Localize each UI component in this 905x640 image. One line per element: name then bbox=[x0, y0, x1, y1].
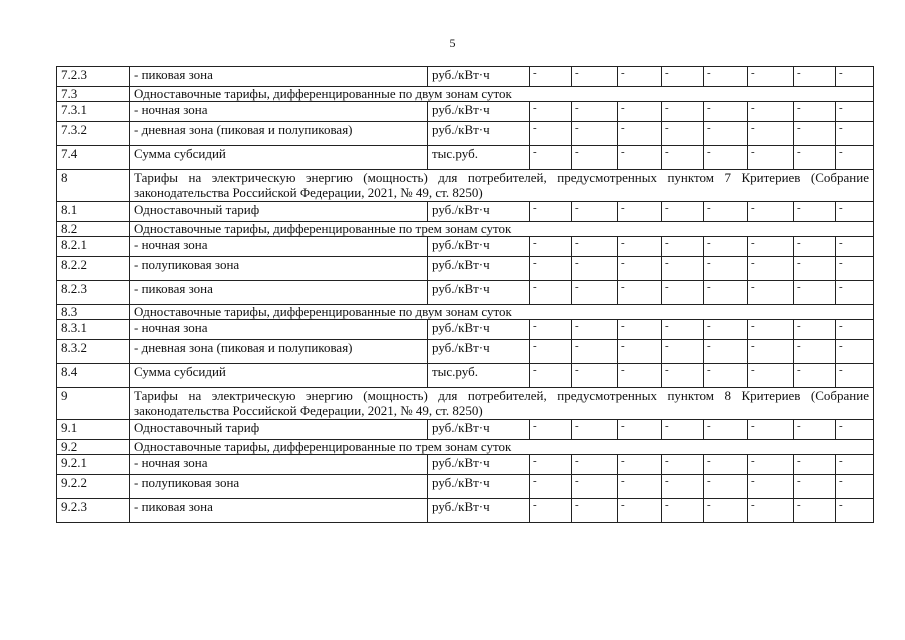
value-cell: - bbox=[572, 320, 618, 340]
row-number-cell: 8.3.2 bbox=[57, 340, 130, 364]
table-row bbox=[57, 340, 874, 364]
value-cell: - bbox=[704, 364, 748, 388]
value-cell: - bbox=[794, 340, 836, 364]
value-cell: - bbox=[748, 475, 794, 499]
table-row bbox=[57, 455, 874, 475]
table-row bbox=[57, 67, 874, 87]
row-number-cell: 7.4 bbox=[57, 146, 130, 170]
page-number: 5 bbox=[449, 36, 456, 50]
value-cell: - bbox=[530, 202, 572, 222]
value-cell: - bbox=[704, 281, 748, 305]
value-cell: - bbox=[662, 67, 704, 87]
value-cell: - bbox=[704, 102, 748, 122]
value-cell: - bbox=[662, 146, 704, 170]
table-row bbox=[57, 420, 874, 440]
value-cell: - bbox=[618, 202, 662, 222]
row-description-cell: Тарифы на электрическую энергию (мощность) для потребителей, предусмотренных пунктом 7 Критериев (Собрание законодательства Российской Федерации, 2021, № 49, ст. 8250) bbox=[130, 170, 874, 202]
value-cell: - bbox=[662, 420, 704, 440]
value-cell: - bbox=[662, 475, 704, 499]
value-cell: - bbox=[748, 146, 794, 170]
value-cell: - bbox=[836, 499, 874, 523]
value-cell: - bbox=[618, 146, 662, 170]
value-cell: - bbox=[748, 237, 794, 257]
value-cell: - bbox=[836, 146, 874, 170]
row-description-cell: Одноставочные тарифы, дифференцированные по двум зонам суток bbox=[130, 87, 874, 102]
value-cell: - bbox=[704, 146, 748, 170]
value-cell: - bbox=[618, 67, 662, 87]
tariff-table-body bbox=[57, 67, 874, 523]
row-description-cell: Одноставочный тариф bbox=[130, 202, 428, 222]
value-cell: - bbox=[704, 67, 748, 87]
value-cell: - bbox=[704, 257, 748, 281]
value-cell: - bbox=[530, 237, 572, 257]
value-cell: - bbox=[794, 102, 836, 122]
table-row bbox=[57, 222, 874, 237]
value-cell: - bbox=[836, 340, 874, 364]
value-cell: - bbox=[662, 257, 704, 281]
row-number-cell: 8.3 bbox=[57, 305, 130, 320]
value-cell: - bbox=[794, 146, 836, 170]
value-cell: - bbox=[530, 146, 572, 170]
value-cell: - bbox=[704, 475, 748, 499]
row-description-cell: Сумма субсидий bbox=[130, 146, 428, 170]
value-cell: - bbox=[836, 102, 874, 122]
table-row bbox=[57, 122, 874, 146]
value-cell: - bbox=[618, 420, 662, 440]
value-cell: - bbox=[530, 102, 572, 122]
value-cell: - bbox=[618, 237, 662, 257]
value-cell: - bbox=[572, 122, 618, 146]
table-row bbox=[57, 257, 874, 281]
row-number-cell: 8 bbox=[57, 170, 130, 202]
value-cell: - bbox=[748, 320, 794, 340]
value-cell: - bbox=[704, 340, 748, 364]
value-cell: - bbox=[794, 420, 836, 440]
row-number-cell: 9.2.2 bbox=[57, 475, 130, 499]
value-cell: - bbox=[618, 281, 662, 305]
row-description-cell: Тарифы на электрическую энергию (мощность) для потребителей, предусмотренных пунктом 8 Критериев (Собрание законодательства Российской Федерации, 2021, № 49, ст. 8250) bbox=[130, 388, 874, 420]
row-description-cell: Сумма субсидий bbox=[130, 364, 428, 388]
value-cell: - bbox=[530, 364, 572, 388]
table-row bbox=[57, 281, 874, 305]
value-cell: - bbox=[748, 455, 794, 475]
table-row bbox=[57, 320, 874, 340]
table-row bbox=[57, 499, 874, 523]
row-description-cell: - полупиковая зона bbox=[130, 475, 428, 499]
value-cell: - bbox=[748, 102, 794, 122]
value-cell: - bbox=[748, 202, 794, 222]
row-unit-cell: руб./кВт·ч bbox=[428, 420, 530, 440]
value-cell: - bbox=[572, 475, 618, 499]
row-unit-cell: руб./кВт·ч bbox=[428, 102, 530, 122]
table-row bbox=[57, 364, 874, 388]
value-cell: - bbox=[704, 320, 748, 340]
row-unit-cell: руб./кВт·ч bbox=[428, 455, 530, 475]
value-cell: - bbox=[572, 364, 618, 388]
table-row bbox=[57, 305, 874, 320]
row-number-cell: 8.2 bbox=[57, 222, 130, 237]
value-cell: - bbox=[836, 475, 874, 499]
value-cell: - bbox=[618, 102, 662, 122]
row-number-cell: 7.3.1 bbox=[57, 102, 130, 122]
value-cell: - bbox=[572, 420, 618, 440]
row-number-cell: 8.3.1 bbox=[57, 320, 130, 340]
row-unit-cell: руб./кВт·ч bbox=[428, 281, 530, 305]
row-unit-cell: руб./кВт·ч bbox=[428, 340, 530, 364]
value-cell: - bbox=[572, 146, 618, 170]
table-row bbox=[57, 102, 874, 122]
row-number-cell: 9 bbox=[57, 388, 130, 420]
value-cell: - bbox=[662, 455, 704, 475]
row-description-cell: Одноставочные тарифы, дифференцированные по трем зонам суток bbox=[130, 222, 874, 237]
value-cell: - bbox=[704, 420, 748, 440]
value-cell: - bbox=[794, 475, 836, 499]
row-description-cell: - ночная зона bbox=[130, 320, 428, 340]
value-cell: - bbox=[662, 364, 704, 388]
value-cell: - bbox=[836, 237, 874, 257]
table-row bbox=[57, 202, 874, 222]
value-cell: - bbox=[704, 499, 748, 523]
row-number-cell: 7.2.3 bbox=[57, 67, 130, 87]
row-description-cell: - пиковая зона bbox=[130, 67, 428, 87]
value-cell: - bbox=[618, 257, 662, 281]
value-cell: - bbox=[794, 320, 836, 340]
value-cell: - bbox=[530, 67, 572, 87]
value-cell: - bbox=[618, 122, 662, 146]
value-cell: - bbox=[748, 420, 794, 440]
value-cell: - bbox=[572, 257, 618, 281]
row-description-cell: - полупиковая зона bbox=[130, 257, 428, 281]
value-cell: - bbox=[794, 257, 836, 281]
table-row bbox=[57, 170, 874, 202]
table-row bbox=[57, 237, 874, 257]
value-cell: - bbox=[794, 237, 836, 257]
value-cell: - bbox=[794, 364, 836, 388]
row-number-cell: 9.2.1 bbox=[57, 455, 130, 475]
value-cell: - bbox=[704, 202, 748, 222]
row-unit-cell: руб./кВт·ч bbox=[428, 257, 530, 281]
row-unit-cell: руб./кВт·ч bbox=[428, 499, 530, 523]
value-cell: - bbox=[836, 202, 874, 222]
row-number-cell: 9.2 bbox=[57, 440, 130, 455]
tariff-table bbox=[56, 66, 874, 523]
row-number-cell: 9.2.3 bbox=[57, 499, 130, 523]
value-cell: - bbox=[704, 122, 748, 146]
row-number-cell: 8.2.3 bbox=[57, 281, 130, 305]
value-cell: - bbox=[618, 320, 662, 340]
table-row bbox=[57, 440, 874, 455]
value-cell: - bbox=[618, 499, 662, 523]
value-cell: - bbox=[836, 320, 874, 340]
value-cell: - bbox=[618, 475, 662, 499]
value-cell: - bbox=[618, 340, 662, 364]
row-number-cell: 7.3 bbox=[57, 87, 130, 102]
row-unit-cell: руб./кВт·ч bbox=[428, 320, 530, 340]
value-cell: - bbox=[836, 455, 874, 475]
row-description-cell: - дневная зона (пиковая и полупиковая) bbox=[130, 340, 428, 364]
value-cell: - bbox=[836, 364, 874, 388]
value-cell: - bbox=[530, 420, 572, 440]
value-cell: - bbox=[662, 320, 704, 340]
value-cell: - bbox=[836, 257, 874, 281]
value-cell: - bbox=[530, 340, 572, 364]
value-cell: - bbox=[794, 202, 836, 222]
value-cell: - bbox=[662, 122, 704, 146]
value-cell: - bbox=[748, 281, 794, 305]
value-cell: - bbox=[572, 340, 618, 364]
row-description-cell: Одноставочный тариф bbox=[130, 420, 428, 440]
value-cell: - bbox=[794, 281, 836, 305]
value-cell: - bbox=[530, 320, 572, 340]
value-cell: - bbox=[530, 455, 572, 475]
value-cell: - bbox=[530, 499, 572, 523]
row-unit-cell: руб./кВт·ч bbox=[428, 202, 530, 222]
value-cell: - bbox=[794, 499, 836, 523]
value-cell: - bbox=[618, 364, 662, 388]
value-cell: - bbox=[836, 281, 874, 305]
value-cell: - bbox=[572, 67, 618, 87]
value-cell: - bbox=[748, 340, 794, 364]
value-cell: - bbox=[572, 202, 618, 222]
row-description-cell: - ночная зона bbox=[130, 455, 428, 475]
value-cell: - bbox=[662, 499, 704, 523]
value-cell: - bbox=[794, 67, 836, 87]
value-cell: - bbox=[748, 364, 794, 388]
value-cell: - bbox=[748, 67, 794, 87]
row-description-cell: - ночная зона bbox=[130, 237, 428, 257]
row-description-cell: - пиковая зона bbox=[130, 499, 428, 523]
row-number-cell: 7.3.2 bbox=[57, 122, 130, 146]
table-row bbox=[57, 87, 874, 102]
row-unit-cell: руб./кВт·ч bbox=[428, 475, 530, 499]
value-cell: - bbox=[662, 202, 704, 222]
value-cell: - bbox=[530, 475, 572, 499]
value-cell: - bbox=[530, 122, 572, 146]
row-number-cell: 9.1 bbox=[57, 420, 130, 440]
value-cell: - bbox=[662, 237, 704, 257]
value-cell: - bbox=[836, 67, 874, 87]
value-cell: - bbox=[704, 237, 748, 257]
value-cell: - bbox=[618, 455, 662, 475]
row-description-cell: - ночная зона bbox=[130, 102, 428, 122]
table-row bbox=[57, 388, 874, 420]
value-cell: - bbox=[704, 455, 748, 475]
value-cell: - bbox=[662, 340, 704, 364]
row-number-cell: 8.1 bbox=[57, 202, 130, 222]
row-description-cell: - дневная зона (пиковая и полупиковая) bbox=[130, 122, 428, 146]
value-cell: - bbox=[572, 281, 618, 305]
row-description-cell: Одноставочные тарифы, дифференцированные по двум зонам суток bbox=[130, 305, 874, 320]
row-unit-cell: руб./кВт·ч bbox=[428, 237, 530, 257]
row-number-cell: 8.2.2 bbox=[57, 257, 130, 281]
value-cell: - bbox=[836, 122, 874, 146]
row-description-cell: Одноставочные тарифы, дифференцированные по трем зонам суток bbox=[130, 440, 874, 455]
row-unit-cell: руб./кВт·ч bbox=[428, 122, 530, 146]
table-row bbox=[57, 475, 874, 499]
row-unit-cell: тыс.руб. bbox=[428, 364, 530, 388]
value-cell: - bbox=[748, 257, 794, 281]
value-cell: - bbox=[748, 499, 794, 523]
value-cell: - bbox=[748, 122, 794, 146]
value-cell: - bbox=[836, 420, 874, 440]
row-unit-cell: тыс.руб. bbox=[428, 146, 530, 170]
value-cell: - bbox=[794, 455, 836, 475]
table-row bbox=[57, 146, 874, 170]
row-unit-cell: руб./кВт·ч bbox=[428, 67, 530, 87]
value-cell: - bbox=[662, 281, 704, 305]
value-cell: - bbox=[572, 102, 618, 122]
value-cell: - bbox=[572, 237, 618, 257]
row-description-cell: - пиковая зона bbox=[130, 281, 428, 305]
value-cell: - bbox=[530, 257, 572, 281]
value-cell: - bbox=[662, 102, 704, 122]
value-cell: - bbox=[572, 499, 618, 523]
row-number-cell: 8.2.1 bbox=[57, 237, 130, 257]
value-cell: - bbox=[572, 455, 618, 475]
value-cell: - bbox=[794, 122, 836, 146]
value-cell: - bbox=[530, 281, 572, 305]
row-number-cell: 8.4 bbox=[57, 364, 130, 388]
